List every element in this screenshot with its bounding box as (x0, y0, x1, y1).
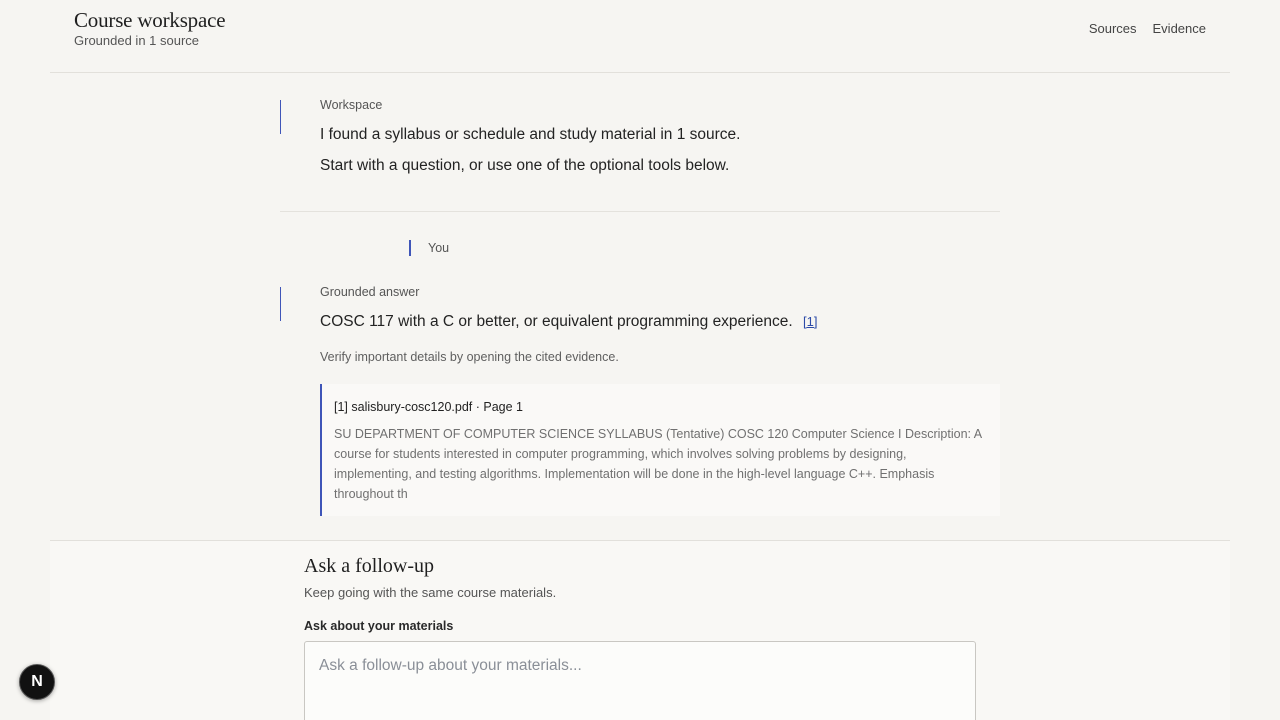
workspace-message-line1: I found a syllabus or schedule and study material in 1 source. (320, 126, 741, 143)
nav-sources-link[interactable]: Sources (1088, 21, 1137, 36)
top-header (50, 0, 1230, 73)
answer-accent-bar (280, 287, 281, 321)
answer-text-row (320, 313, 817, 331)
evidence-card[interactable] (320, 384, 1000, 516)
n-logo-button[interactable] (19, 664, 55, 700)
header-nav (1089, 21, 1206, 36)
workspace-label: Workspace (320, 98, 383, 112)
citation-link[interactable]: [1] (803, 314, 818, 329)
followup-subtitle: Keep going with the same course materials. (304, 585, 557, 600)
workspace-message-line2: Start with a question, or use one of the optional tools below. (320, 157, 730, 174)
n-logo-icon: N (31, 673, 43, 690)
followup-panel (50, 540, 1230, 720)
verify-note: Verify important details by opening the cited evidence. (320, 350, 619, 364)
answer-text: COSC 117 with a C or better, or equivalent programming experience. (320, 313, 793, 330)
evidence-snippet: SU DEPARTMENT OF COMPUTER SCIENCE SYLLABUS (Tentative) COSC 120 Computer Science I Description: A course for students interested in computer programming, which involves solving problems by designing, implementing, and testing algorithms. Implementation will be done in the high-level language C++. Emphasis throughout th (334, 427, 982, 501)
followup-input-label: Ask about your materials (304, 619, 454, 633)
section-divider (280, 211, 1000, 212)
workspace-accent-bar (280, 100, 281, 134)
followup-input[interactable] (304, 641, 976, 720)
page-title: Course workspace (74, 8, 226, 32)
nav-evidence-link[interactable]: Evidence (1152, 21, 1206, 36)
page-subtitle: Grounded in 1 source (74, 33, 200, 48)
answer-label: Grounded answer (320, 285, 420, 299)
user-accent-bar (409, 240, 411, 256)
user-label: You (428, 241, 450, 255)
evidence-title: [1] salisbury-cosc120.pdf · Page 1 (334, 400, 523, 414)
followup-title: Ask a follow-up (304, 555, 434, 577)
